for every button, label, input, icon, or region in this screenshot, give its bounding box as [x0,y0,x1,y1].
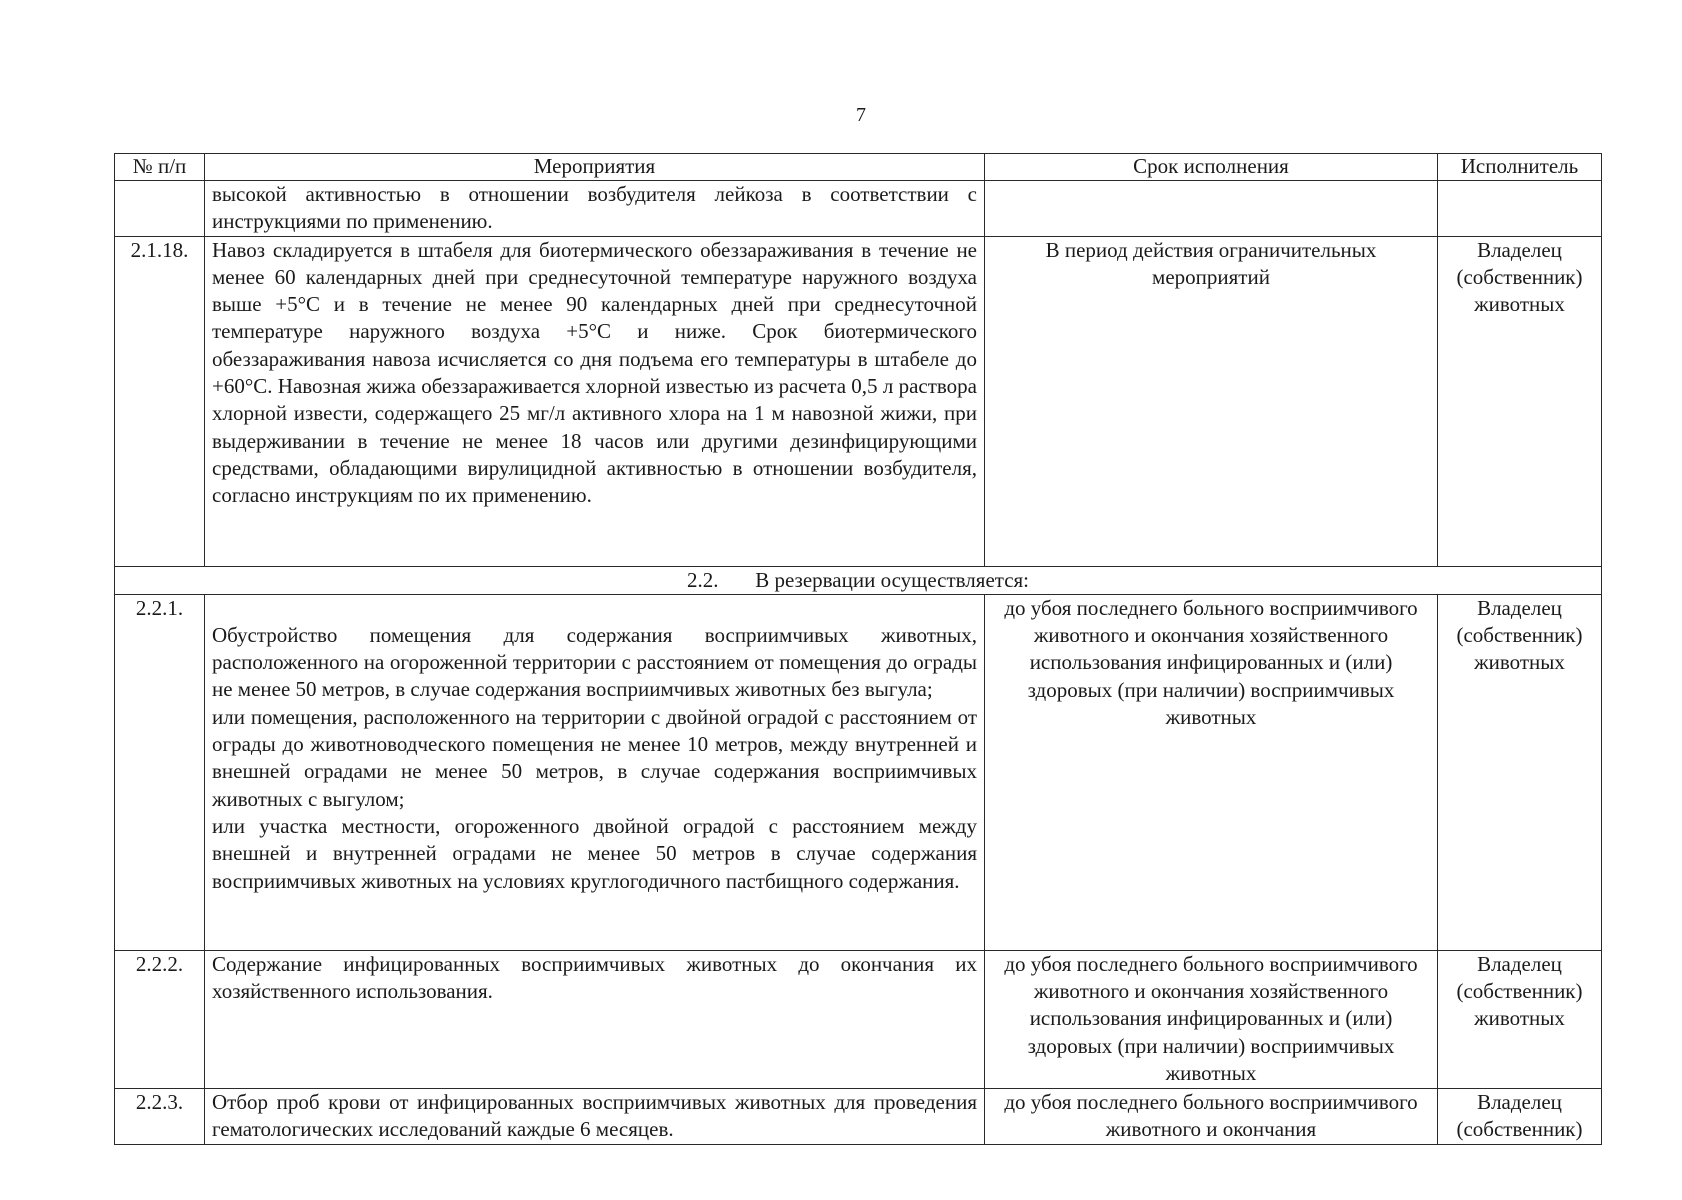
table-row [115,181,1602,237]
row-term: до убоя последнего больного восприимчивого животного и окончания хозяйственного использования инфицированных и (или) здоровых (при наличии) восприимчивых животных [985,950,1438,1088]
activity-paragraph: или помещения, расположенного на территории с двойной оградой с расстоянием от ограды до животноводческого помещения не менее 10 метров, между внутренней и внешней оградами не менее 50 метров, в случае содержания восприимчивых животных с выгулом; [212,704,977,811]
page-number: 7 [856,104,866,126]
table-row [115,594,1602,950]
row-number: 2.2.3. [115,1088,205,1144]
row-executor: Владелец (собственник) животных [1438,950,1602,1088]
header-executor: Исполнитель [1438,154,1602,181]
row-executor: Владелец (собственник) животных [1438,236,1602,566]
row-term: В период действия ограничительных мероприятий [985,236,1438,566]
row-activity [205,594,985,950]
table-row [115,236,1602,566]
measures-table [114,153,1602,1145]
row-executor: Владелец (собственник) [1438,1088,1602,1144]
header-activity: Мероприятия [205,154,985,181]
header-num: № п/п [115,154,205,181]
activity-paragraph: Обустройство помещения для содержания восприимчивых животных, расположенного на огороженной территории с расстоянием от помещения до ограды не менее 50 метров, в случае содержания восприимчивых животных без выгула; [212,622,977,702]
row-term: до убоя последнего больного восприимчивого животного и окончания хозяйственного использования инфицированных и (или) здоровых (при наличии) восприимчивых животных [985,594,1438,950]
row-activity: Навоз складируется в штабеля для биотермического обеззараживания в течение не менее 60 календарных дней при среднесуточной температуре наружного воздуха выше +5°С и в течение не менее 90 календарных дней при среднесуточной температуре наружного воздуха +5°С и ниже. Срок биотермического обеззараживания навоза исчисляется со дня подъема его температуры в штабеле до +60°С. Навозная жижа обеззараживается хлорной известью из расчета 0,5 л раствора хлорной извести, содержащего 25 мг/л активного хлора на 1 м навозной жижи, при выдерживании в течение не менее 18 часов или другими дезинфицирующими средствами, обладающими вирулицидной активностью в отношении возбудителя, согласно инструкциям по их применению. [205,236,985,566]
table-row [115,950,1602,1088]
row-term [985,181,1438,237]
row-activity-spacer [212,595,977,622]
row-executor [1438,181,1602,237]
section-title: 2.2. В резервации осуществляется: [115,566,1602,594]
row-number: 2.2.2. [115,950,205,1088]
header-term: Срок исполнения [985,154,1438,181]
section-row [115,566,1602,594]
row-executor: Владелец (собственник) животных [1438,594,1602,950]
table-row [115,1088,1602,1144]
row-number: 2.1.18. [115,236,205,566]
row-number: 2.2.1. [115,594,205,950]
row-term: до убоя последнего больного восприимчивого животного и окончания [985,1088,1438,1144]
row-activity: высокой активностью в отношении возбудителя лейкоза в соответствии с инструкциями по применению. [205,181,985,237]
table-header-row [115,154,1602,181]
row-number [115,181,205,237]
row-activity: Отбор проб крови от инфицированных восприимчивых животных для проведения гематологических исследований каждые 6 месяцев. [205,1088,985,1144]
row-activity: Содержание инфицированных восприимчивых животных до окончания их хозяйственного использования. [205,950,985,1088]
activity-paragraph: или участка местности, огороженного двойной оградой с расстоянием между внешней и внутренней оградами не менее 50 метров в случае содержания восприимчивых животных на условиях круглогодичного пастбищного содержания. [212,813,977,893]
